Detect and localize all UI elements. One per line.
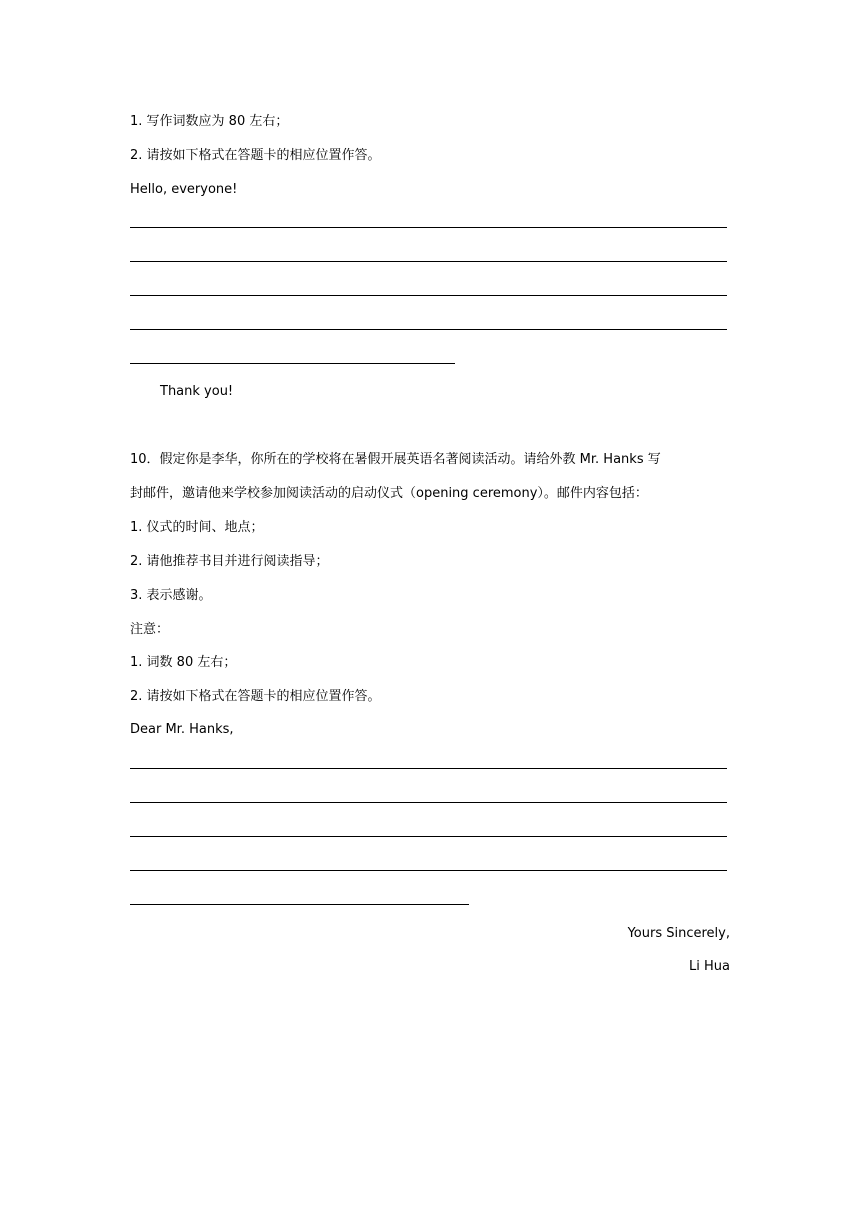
question-10-prompt-line-2: 封邮件，邀请他来学校参加阅读活动的启动仪式（opening ceremony）。邮件内容包括： xyxy=(130,486,648,501)
note-1: 1. 词数 80 左右； xyxy=(130,655,237,670)
content-point-2: 2. 请他推荐书目并进行阅读指导； xyxy=(130,554,329,569)
note-2: 2. 请按如下格式在答题卡的相应位置作答。 xyxy=(130,689,381,704)
question-10-prompt-line-1: 10．假定你是李华，你所在的学校将在暑假开展英语名著阅读活动。请给外教 Mr. Hanks 写 xyxy=(130,452,661,467)
answer-line xyxy=(130,870,727,871)
answer-line xyxy=(130,329,727,330)
answer-line xyxy=(130,261,727,262)
salutation-text: Dear Mr. Hanks, xyxy=(130,722,234,737)
answer-line xyxy=(130,768,727,769)
greeting-text: Hello, everyone! xyxy=(130,182,238,197)
closing-text: Thank you! xyxy=(160,384,234,399)
content-point-3: 3. 表示感谢。 xyxy=(130,588,212,603)
requirement-2: 2. 请按如下格式在答题卡的相应位置作答。 xyxy=(130,148,381,163)
answer-line xyxy=(130,295,727,296)
signoff-text: Yours Sincerely, xyxy=(627,926,730,941)
answer-line-short xyxy=(130,363,455,364)
answer-line-short xyxy=(130,904,469,905)
signature-text: Li Hua xyxy=(689,959,730,974)
answer-line xyxy=(130,802,727,803)
content-point-1: 1. 仪式的时间、地点； xyxy=(130,520,264,535)
answer-line xyxy=(130,227,727,228)
notes-label: 注意： xyxy=(130,622,170,637)
requirement-1: 1. 写作词数应为 80 左右； xyxy=(130,114,289,129)
answer-line xyxy=(130,836,727,837)
